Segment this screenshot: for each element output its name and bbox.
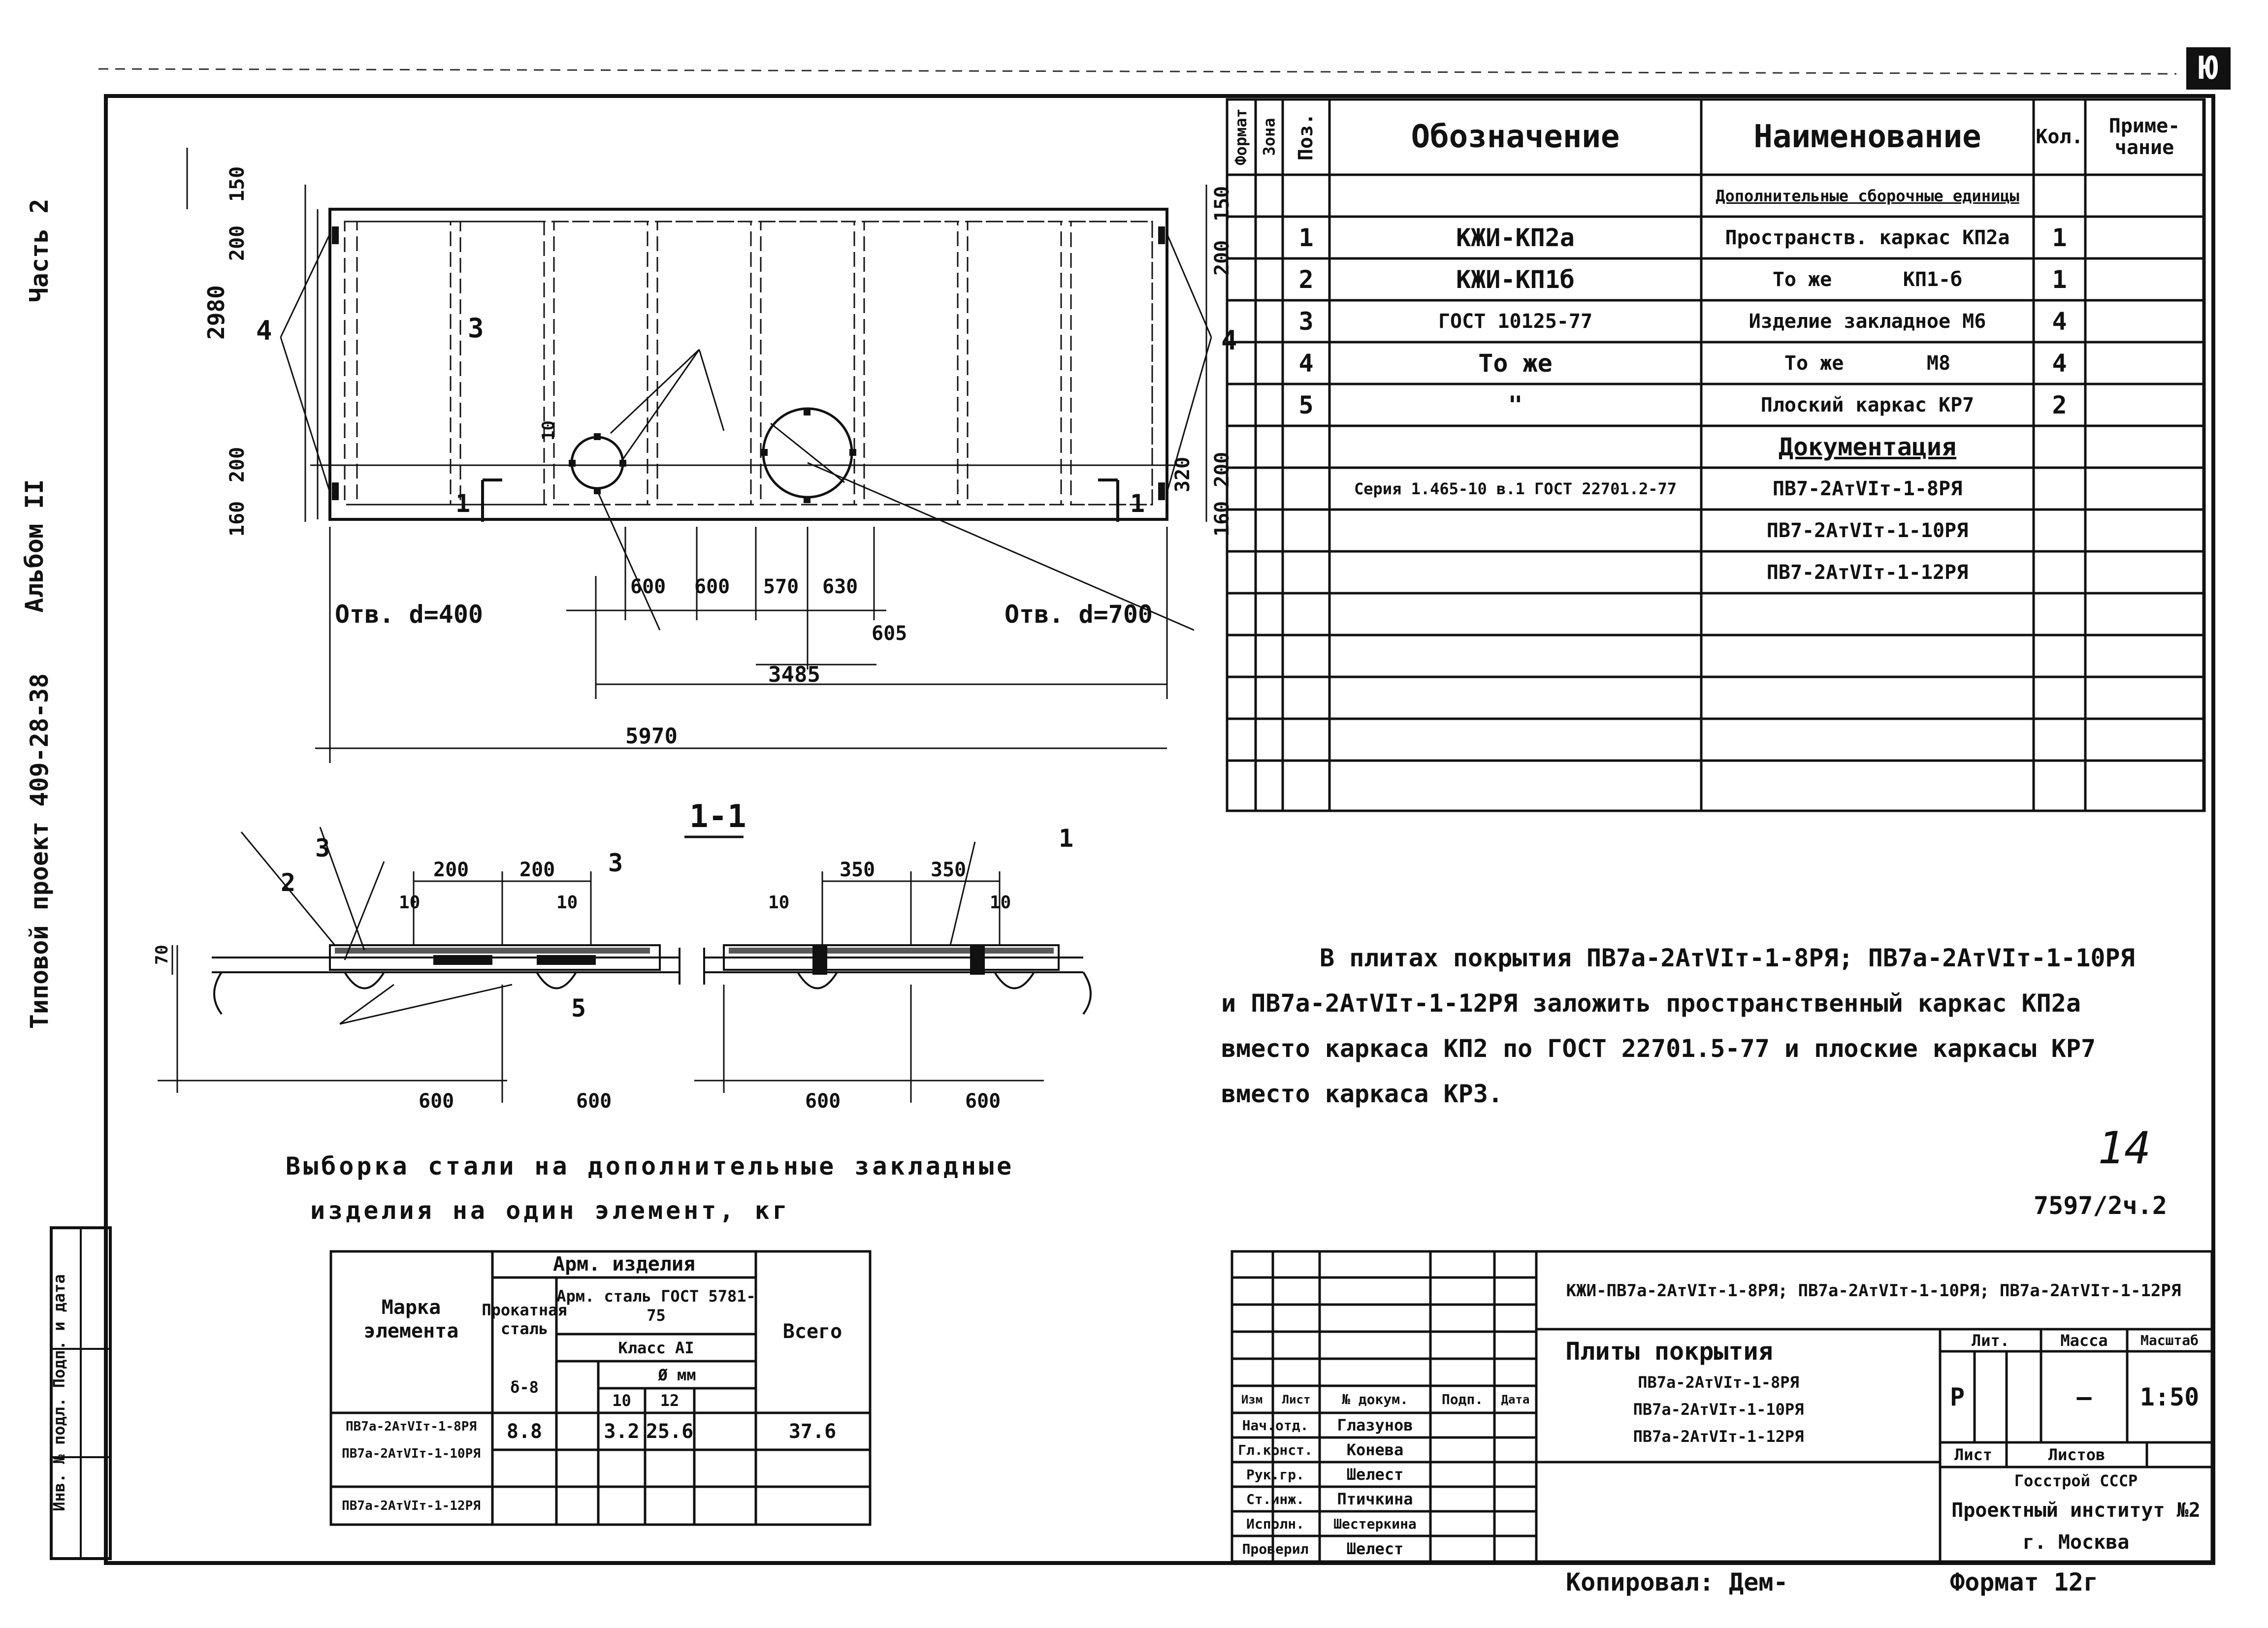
margin-album-label: Альбом II xyxy=(20,479,49,613)
steel-table xyxy=(330,1250,872,1526)
dim-3485: 3485 xyxy=(768,662,820,687)
note-line-1: В плитах покрытия ПВ7а-2АтVIт-1-8РЯ; ПВ7а-2АтVIт-1-10РЯ xyxy=(1320,944,2135,972)
plan-callout-4-left: 4 xyxy=(256,315,272,346)
plan-view xyxy=(187,148,1237,763)
section-dim-200-b: 200 xyxy=(519,859,555,881)
steel-value-d10: 3.2 xyxy=(604,1420,640,1443)
section-dim-10-c: 10 xyxy=(768,893,790,913)
steel-table-title-1: Выборка стали на дополнительные закладные xyxy=(286,1152,1015,1181)
section-dim-600-c: 600 xyxy=(805,1090,841,1113)
tb-code: КЖИ-ПВ7а-2АтVIт-1-8РЯ; ПВ7а-2АтVIт-1-10РЯ; ПВ7а-2АтVIт-1-12РЯ xyxy=(1566,1281,2181,1301)
dim-5970: 5970 xyxy=(625,724,678,749)
steel-header-d10: 10 xyxy=(612,1391,631,1410)
dim-200-tr: 200 xyxy=(1211,240,1233,276)
steel-header-group: Арм. изделия xyxy=(553,1252,695,1276)
section-dim-70: 70 xyxy=(152,945,172,965)
spec-row-3-pos: 3 xyxy=(1298,307,1314,336)
tb-scale-label: Масштаб xyxy=(2140,1332,2199,1348)
tb-col-date: Дата xyxy=(1501,1392,1530,1406)
steel-header-armsteel: Арм. сталь ГОСТ 5781-75 xyxy=(556,1287,756,1325)
steel-header-d12: 12 xyxy=(660,1391,680,1410)
spec-row-1-name: Пространств. каркас КП2а xyxy=(1725,226,2010,249)
spec-header-qty: Кол. xyxy=(2036,125,2083,148)
note-block xyxy=(1221,935,2196,1117)
dim-200-br: 200 xyxy=(1211,451,1233,487)
dim-600-a: 600 xyxy=(630,575,666,598)
spec-header-designation: Обозначение xyxy=(1411,118,1620,155)
steel-row-mark-3: ПВ7а-2АтVIт-1-12РЯ xyxy=(342,1498,481,1513)
section-dim-350-b: 350 xyxy=(931,859,967,881)
tb-stage-label: Лит. xyxy=(1971,1331,2010,1350)
section-dim-350-a: 350 xyxy=(840,859,875,881)
spec-header-note: Приме-чание xyxy=(2108,114,2180,159)
tb-role-5: Исполн. xyxy=(1246,1515,1304,1532)
tb-name-1: Глазунов xyxy=(1337,1416,1413,1435)
section-dim-10-d: 10 xyxy=(990,893,1011,913)
section-view xyxy=(152,798,1123,1142)
spec-table xyxy=(1226,98,2206,812)
tb-role-6: Проверил xyxy=(1242,1540,1309,1557)
steel-value-d8: 8.8 xyxy=(506,1420,543,1443)
spec-row-4-designation: То же xyxy=(1478,349,1553,378)
section-callout-2: 2 xyxy=(281,868,296,897)
page-number: 14 xyxy=(2098,1122,2151,1174)
tb-org-1: Госстрой СССР xyxy=(2014,1471,2138,1490)
tb-col-sign: Подп. xyxy=(1441,1391,1484,1407)
dim-605: 605 xyxy=(872,622,907,645)
section-dim-10-b: 10 xyxy=(556,893,578,913)
steel-header-total: Всего xyxy=(782,1320,842,1343)
section-callout-1: 1 xyxy=(1059,824,1074,853)
tb-subtitle-3: ПВ7а-2АтVIт-1-12РЯ xyxy=(1633,1427,1804,1446)
tb-role-3: Рук.гр. xyxy=(1246,1466,1304,1483)
tb-name-6: Шелест xyxy=(1346,1539,1404,1558)
tb-col-doc: № докум. xyxy=(1342,1391,1408,1407)
dim-160-right: 160 xyxy=(1211,501,1233,537)
spec-row-1-qty: 1 xyxy=(2052,223,2067,252)
dim-150-left: 150 xyxy=(226,166,249,202)
dim-630: 630 xyxy=(822,575,858,598)
tb-stage-value: Р xyxy=(1949,1382,1965,1411)
tb-role-4: Ст.инж. xyxy=(1246,1491,1304,1507)
format-label: Формат 12г xyxy=(1950,1568,2099,1596)
plan-section-mark-left: 1 xyxy=(455,489,471,518)
spec-doc-item-2: ПВ7-2АтVIт-1-10РЯ xyxy=(1766,519,1969,542)
spec-header-pos: Поз. xyxy=(1295,113,1318,160)
dim-600-b: 600 xyxy=(694,575,730,598)
spec-section-label: Дополнительные сборочные единицы xyxy=(1716,186,2019,205)
plan-section-mark-right: 1 xyxy=(1130,489,1145,518)
spec-header-zone: Зона xyxy=(1260,117,1279,156)
section-dim-200-a: 200 xyxy=(433,859,469,881)
tb-scale-value: 1:50 xyxy=(2139,1382,2200,1411)
section-dim-600-a: 600 xyxy=(419,1090,454,1113)
tb-mass-value: — xyxy=(2076,1382,2092,1411)
title-block xyxy=(1231,1250,2213,1563)
steel-row-mark-2: ПВ7а-2АтVIт-1-10РЯ xyxy=(342,1446,481,1461)
spec-row-1-pos: 1 xyxy=(1298,223,1314,252)
note-line-3: вместо каркаса КП2 по ГОСТ 22701.5-77 и плоские каркасы КР7 xyxy=(1221,1034,2096,1063)
corner-stamp: Ю xyxy=(2186,47,2231,90)
tb-sheet-label: Лист xyxy=(1954,1445,1993,1464)
steel-row-mark-1: ПВ7а-2АтVIт-1-8РЯ xyxy=(345,1419,477,1434)
plan-callout-4-right: 4 xyxy=(1221,325,1237,356)
steel-header-d8: δ-8 xyxy=(510,1377,539,1397)
spec-row-5-name: Плоский каркас КР7 xyxy=(1760,393,1975,416)
spec-row-2-qty: 1 xyxy=(2052,265,2067,294)
spec-row-1-designation: КЖИ-КП2а xyxy=(1456,223,1575,252)
tb-title: Плиты покрытия xyxy=(1565,1337,1773,1366)
tb-name-4: Птичкина xyxy=(1337,1490,1413,1508)
note-line-2: и ПВ7а-2АтVIт-1-12РЯ заложить пространственный каркас КП2а xyxy=(1221,989,2081,1018)
spec-row-5-qty: 2 xyxy=(2052,390,2067,419)
tb-subtitle-1: ПВ7а-2АтVIт-1-8РЯ xyxy=(1638,1373,1799,1392)
tb-subtitle-2: ПВ7а-2АтVIт-1-10РЯ xyxy=(1633,1400,1804,1419)
side-stamp-label: Инв. № подл. Подп. и дата xyxy=(50,1274,68,1511)
steel-table-title-2: изделия на один элемент, кг xyxy=(310,1196,790,1225)
spec-doc-label: Документация xyxy=(1778,432,1957,461)
spec-doc-designation: Серия 1.465-10 в.1 ГОСТ 22701.2-77 xyxy=(1354,479,1677,498)
plan-hole-right-label: Отв. d=700 xyxy=(1004,600,1153,629)
section-title: 1-1 xyxy=(689,798,746,835)
spec-row-5-pos: 5 xyxy=(1298,390,1314,419)
spec-row-3-qty: 4 xyxy=(2052,307,2067,336)
copied-by: Копировал: Дем- xyxy=(1566,1568,1788,1596)
spec-row-2-name: То же КП1-б xyxy=(1772,268,1963,291)
margin-project-label: Типовой проект 409-28-38 xyxy=(25,673,54,1029)
dim-200-tl: 200 xyxy=(226,225,249,261)
dim-320: 320 xyxy=(1171,456,1194,492)
spec-doc-item-1: ПВ7-2АтVIт-1-8РЯ xyxy=(1772,477,1963,500)
dim-160-left: 160 xyxy=(226,501,249,537)
tb-role-1: Нач.отд. xyxy=(1242,1417,1309,1434)
steel-header-class: Класс АI xyxy=(618,1338,694,1357)
section-dim-10-a: 10 xyxy=(399,893,421,913)
tb-sheets-label: Листов xyxy=(2048,1445,2106,1464)
spec-row-2-pos: 2 xyxy=(1298,265,1314,294)
margin-part-label: Часть 2 xyxy=(25,198,54,303)
spec-row-4-pos: 4 xyxy=(1298,349,1314,378)
tb-mass-label: Масса xyxy=(2060,1331,2108,1350)
section-callout-3-right: 3 xyxy=(608,849,623,877)
dim-10: 10 xyxy=(539,420,558,441)
doc-number: 7597/2ч.2 xyxy=(2034,1191,2167,1220)
spec-row-4-qty: 4 xyxy=(2052,349,2067,378)
steel-header-diam: Ø мм xyxy=(658,1365,696,1384)
tb-col-list: Лист xyxy=(1282,1392,1311,1406)
tb-name-5: Шестеркина xyxy=(1333,1515,1417,1532)
dim-200-bl: 200 xyxy=(226,447,249,482)
steel-value-d12: 25.6 xyxy=(646,1420,694,1443)
tb-name-2: Конева xyxy=(1346,1440,1404,1459)
spec-row-2-designation: КЖИ-КП1б xyxy=(1456,265,1575,294)
steel-header-mark: Марка элемента xyxy=(363,1296,459,1342)
section-callout-3-left: 3 xyxy=(315,834,330,862)
note-line-4: вместо каркаса КР3. xyxy=(1221,1080,1503,1108)
section-dim-600-b: 600 xyxy=(576,1090,612,1113)
dim-570: 570 xyxy=(763,575,799,598)
tb-role-2: Гл.конст. xyxy=(1238,1441,1313,1458)
spec-row-3-name: Изделие закладное М6 xyxy=(1749,310,1986,333)
dim-2980: 2980 xyxy=(203,285,229,340)
plan-callout-3: 3 xyxy=(468,313,484,344)
tb-name-3: Шелест xyxy=(1346,1465,1404,1484)
spec-header-name: Наименование xyxy=(1753,118,1981,155)
spec-row-3-designation: ГОСТ 10125-77 xyxy=(1438,310,1593,333)
section-dim-600-d: 600 xyxy=(965,1090,1001,1113)
tb-org-2: Проектный институт №2 xyxy=(1951,1499,2201,1522)
steel-value-total: 37.6 xyxy=(788,1420,837,1443)
section-callout-5: 5 xyxy=(571,994,586,1022)
dim-150-right: 150 xyxy=(1211,186,1233,222)
plan-hole-left-label: Отв. d=400 xyxy=(335,600,484,629)
spec-row-5-designation: " xyxy=(1508,390,1523,419)
spec-row-4-name: То же М8 xyxy=(1784,351,1951,375)
tb-col-izm: Изм xyxy=(1241,1392,1263,1406)
spec-header-format: Формат xyxy=(1231,108,1250,165)
spec-doc-item-3: ПВ7-2АтVIт-1-12РЯ xyxy=(1766,561,1969,584)
tb-org-3: г. Москва xyxy=(2022,1531,2130,1554)
steel-header-profile: Прокатная сталь xyxy=(482,1300,567,1338)
